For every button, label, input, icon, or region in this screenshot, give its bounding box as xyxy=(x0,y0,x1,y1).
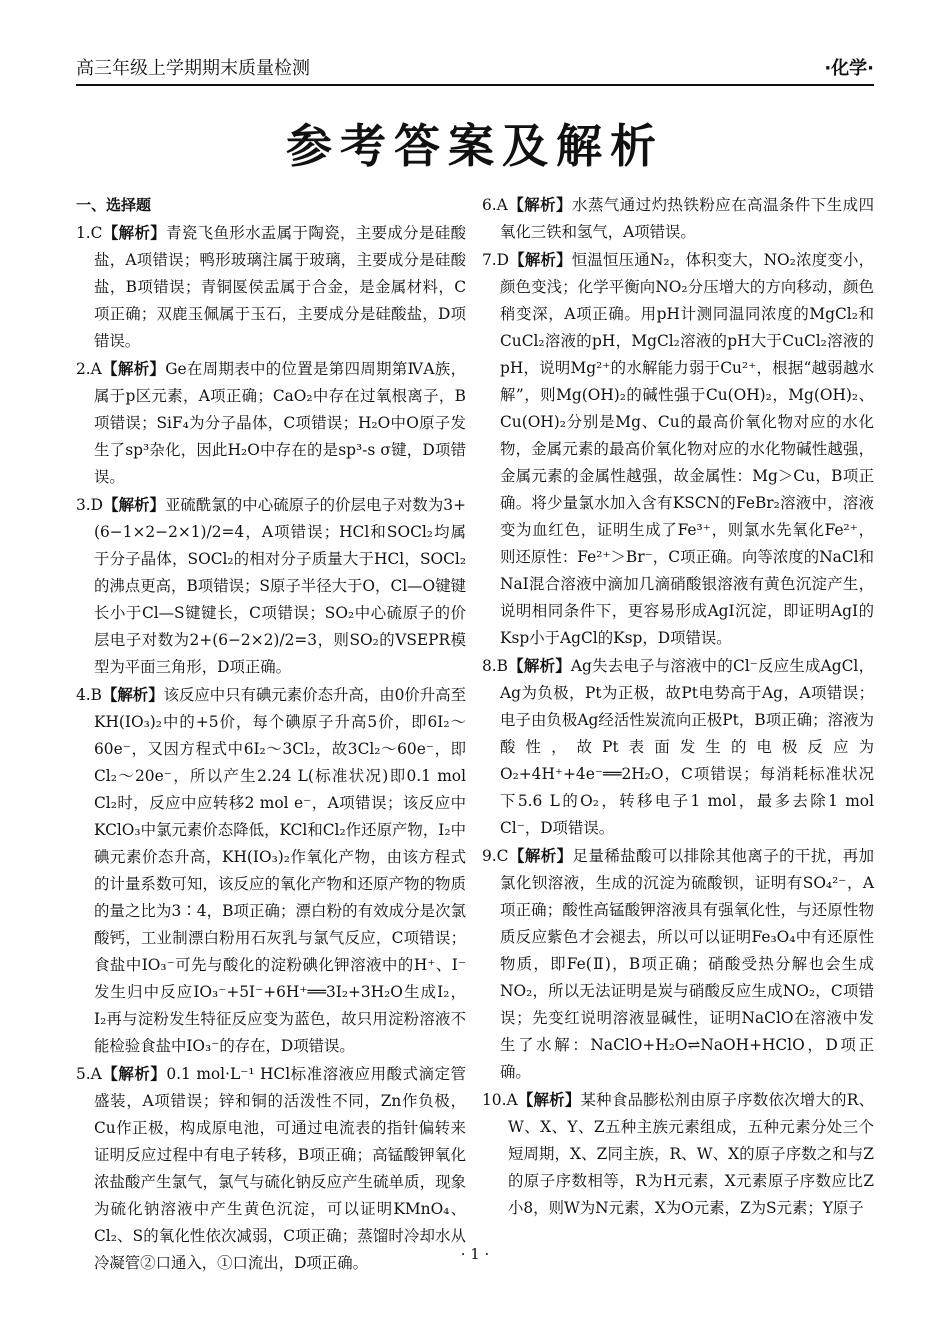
answer-item-4: 4.B【解析】该反应中只有碘元素价态升高，由0价升高至KH(IO₃)₂中的+5价，每个碘原子升高5价，即6I₂～60e⁻，又因方程式中6I₂～3Cl₂，故3Cl₂～60e⁻，即Cl₂～20e⁻，所以产生2.24 L(标准状况)即0.1 mol Cl₂时，反应中应转移2 mol e⁻，A项错误；该反应中KClO₃中氯元素价态降低，KCl和Cl₂作还原产物，I₂中碘元素价态升高，KH(IO₃)₂作氧化产物，由该方程式的计量系数可知，该反应的氧化产物和还原产物的物质的量之比为3∶4，B项正确；漂白粉的有效成分是次氯酸钙，工业制漂白粉用石灰乳与氯气反应，C项错误；食盐中IO₃⁻可先与酸化的淀粉碘化钾溶液中的H⁺、I⁻发生归中反应IO₃⁻+5I⁻+6H⁺══3I₂+3H₂O生成I₂，I₂再与淀粉发生特征反应变为蓝色，故只用淀粉溶液不能检验食盐中IO₃⁻的存在，D项错误。 xyxy=(76,686,466,1055)
answer-item-9: 9.C【解析】足量稀盐酸可以排除其他离子的干扰，再加氯化钡溶液，生成的沉淀为硫酸钡，证明有SO₄²⁻，A项正确；酸性高锰酸钾溶液具有强氧化性，与还原性物质反应紫色才会褪去，所以可以证明Fe₃O₄中有还原性物质，即Fe(Ⅱ)，B项正确；硝酸受热分解也会生成NO₂，所以无法证明是炭与硝酸反应生成NO₂，C项错误；先变红说明溶液显碱性，证明NaClO在溶液中发生了水解：NaClO+H₂O⇌NaOH+HClO，D项正确。 xyxy=(482,847,874,1081)
answer-item-8: 8.B【解析】Ag失去电子与溶液中的Cl⁻反应生成AgCl，Ag为负极，Pt为正极，故Pt电势高于Ag，A项错误；电子由负极Ag经活性炭流向正极Pt，B项正确；溶液为酸性，故Pt表面发生的电极反应为O₂+4H⁺+4e⁻══2H₂O，C项错误；每消耗标准状况下5.6 L的O₂，转移电子1 mol，最多去除1 mol Cl⁻，D项错误。 xyxy=(482,657,874,837)
answer-item-10: 10.A【解析】某种食品膨松剂由原子序数依次增大的R、W、X、Y、Z五种主族元素组成，五种元素分处三个短周期，X、Z同主族，R、W、X的原子序数之和与Z的原子序数相等，R为H元素，X元素原子序数应比Z小8，则W为N元素，X为O元素，Z为S元素；Y原子 xyxy=(482,1091,874,1217)
exam-title: 高三年级上学期期末质量检测 xyxy=(76,58,310,79)
section-heading: 一、选择题 xyxy=(76,196,152,214)
answer-item-3: 3.D【解析】亚硫酰氯的中心硫原子的价层电子对数为3+(6−1×2−2×1)/2=4，A项错误；HCl和SOCl₂均属于分子晶体，SOCl₂的相对分子质量大于HCl，SOCl₂的沸点更高，B项错误；S原子半径大于O，Cl—O键键长小于Cl—S键键长，C项错误；SO₂中心硫原子的价层电子对数为2+(6−2×2)/2=3，则SO₂的VSEPR模型为平面三角形，D项正确。 xyxy=(76,496,466,676)
answer-item-7: 7.D【解析】恒温恒压通N₂，体积变大，NO₂浓度变小，颜色变浅；化学平衡向NO₂分压增大的方向移动，颜色稍变深，A项正确。用pH计测同温同浓度的MgCl₂和CuCl₂溶液的pH，MgCl₂溶液的pH大于CuCl₂溶液的pH，说明Mg²⁺的水解能力弱于Cu²⁺，根据“越弱越水解”，则Mg(OH)₂的碱性强于Cu(OH)₂，Mg(OH)₂、Cu(OH)₂分别是Mg、Cu的最高价氧化物对应的水化物，金属元素的最高价氧化物对应的水化物碱性越强，金属元素的金属性越强，故金属性：Mg＞Cu，B项正确。将少量氯水加入含有KSCN的FeBr₂溶液中，溶液变为血红色，证明生成了Fe³⁺，则氯水先氧化Fe²⁺，则还原性：Fe²⁺＞Br⁻，C项正确。向等浓度的NaCl和NaI混合溶液中滴加几滴硝酸银溶液有黄色沉淀产生，说明相同条件下，更容易形成AgI沉淀，即证明AgI的Ksp小于AgCl的Ksp，D项错误。 xyxy=(482,251,874,647)
answer-item-6: 6.A【解析】水蒸气通过灼热铁粉应在高温条件下生成四氧化三铁和氢气，A项错误。 xyxy=(482,196,874,241)
answer-item-5: 5.A【解析】0.1 mol·L⁻¹ HCl标准溶液应用酸式滴定管盛装，A项错误；锌和铜的活泼性不同，Zn作负极，Cu作正极，构成原电池，可通过电流表的指针偏转来证明反应过程中有电子转移，B项正确；高锰酸钾氧化浓盐酸产生氯气，氯气与硫化钠反应产生硫单质，现象为硫化钠溶液中产生黄色沉淀，可以证明KMnO₄、Cl₂、S的氧化性依次减弱，C项正确；蒸馏时冷却水从冷凝管②口通入，①口流出，D项正确。 xyxy=(76,1065,466,1272)
page-number: · 1 · xyxy=(460,1245,490,1263)
subject-label: ·化学· xyxy=(824,58,874,79)
page-header xyxy=(76,52,874,86)
page-title: 参考答案及解析 xyxy=(286,119,664,173)
answer-item-2: 2.A【解析】Ge在周期表中的位置是第四周期第ⅣA族，属于p区元素，A项正确；CaO₂中存在过氧根离子，B项错误；SiF₄为分子晶体，C项错误；H₂O中O原子发生了sp³杂化，因此H₂O中存在的是sp³-s σ键，D项错误。 xyxy=(76,360,466,486)
left-column xyxy=(76,192,466,1278)
right-column xyxy=(482,192,874,1223)
answer-item-1: 1.C【解析】青瓷飞鱼形水盂属于陶瓷，主要成分是硅酸盐，A项错误；鸭形玻璃注属于玻璃，主要成分是硅酸盐，B项错误；青铜匽侯盂属于合金，是金属材料，C项正确；双鹿玉佩属于玉石，主要成分是硅酸盐，D项错误。 xyxy=(76,224,466,350)
